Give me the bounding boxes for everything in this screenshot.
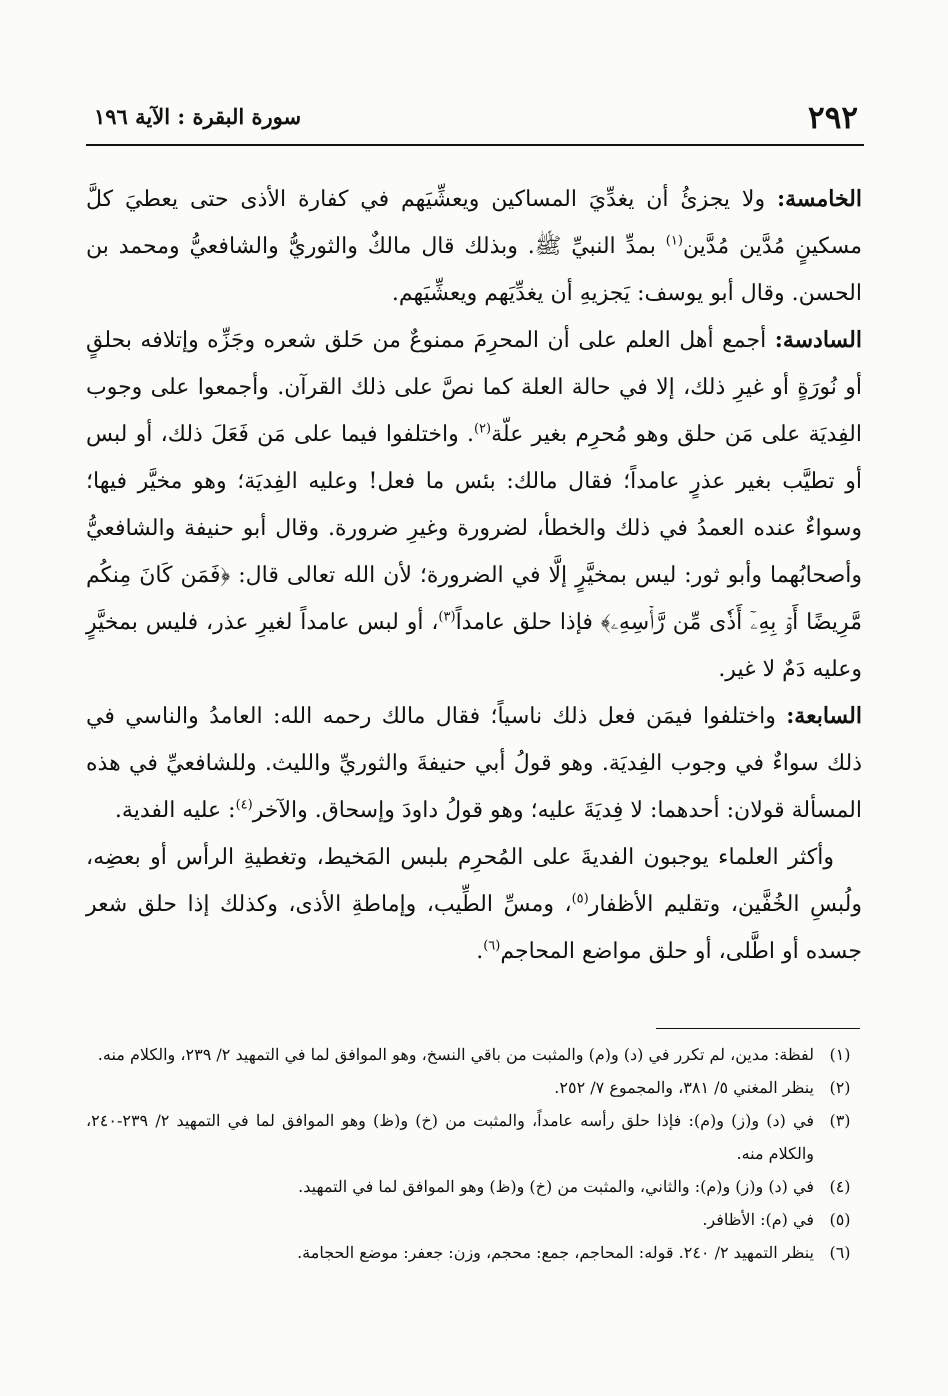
footnotes — [86, 1038, 858, 1269]
footnote-item — [86, 1104, 858, 1170]
footnote-text: لفظة: مدين، لم تكرر في (د) و(م) والمثبت من باقي النسخ، وهو الموافق لما في التمهيد ٢/ ٢٣٩، والكلام منه. — [97, 1045, 814, 1064]
paragraph-sixth — [86, 317, 862, 693]
footnote-text: في (م): الأظافر. — [702, 1210, 814, 1229]
paragraph-lead: السابعة: — [786, 703, 862, 729]
footnote-text: في (د) و(ز) و(م): فإذا حلق رأسه عامداً، والمثبت من (خ) و(ظ) وهو الموافق لما في التمهيد ٢/ ٢٣٩-٢٤٠، والكلام منه. — [86, 1111, 815, 1163]
footnote-ref: (٥) — [571, 891, 589, 907]
paragraph-text: بمدِّ النبيِّ ﷺ. وبذلك قال مالكٌ والثوريُّ والشافعيُّ ومحمد بن الحسن. وقال أبو يوسف: يَجزيهِ أن يغدِّيَهم ويعشِّيَهم. — [86, 234, 862, 306]
paragraph-text: واختلفوا فيمَن فعل ذلك ناسياً؛ فقال مالك رحمه الله: العامدُ والناسي في ذلك سواءٌ في وجوب الفِديَة. وهو قولُ أبي حنيفةَ والثوريِّ والليث. وللشافعيِّ في هذه المسألة قولان: أحدهما: لا فِديَةَ عليه؛ وهو قولُ داودَ وإسحاق. والآخر — [86, 704, 862, 823]
main-text — [86, 176, 862, 975]
page-header — [86, 94, 864, 146]
footnote-number: (٥) — [829, 1210, 851, 1229]
footnote-ref: (٣) — [438, 609, 456, 625]
paragraph-text: ولا يجزئُ أن يغدِّيَ المساكين ويعشِّيَهم في كفارة الأذى حتى يعطيَ كلَّ مسكينٍ مُدَّين مُدَّين — [86, 187, 862, 259]
footnote-item — [86, 1236, 858, 1269]
paragraph-lead: السادسة: — [774, 327, 862, 353]
footnote-ref: (٦) — [483, 938, 501, 954]
paragraph-text: . — [476, 939, 484, 964]
paragraph-text: فإذا حلق عامداً — [455, 610, 601, 635]
footnote-ref: (١) — [665, 233, 683, 249]
page-number: ٢٩٢ — [808, 100, 858, 136]
footnote-number: (٤) — [829, 1177, 851, 1196]
paragraph-fifth — [86, 176, 862, 317]
footnote-number: (٦) — [829, 1243, 851, 1262]
paragraph-closing — [86, 834, 862, 975]
running-title: سورة البقرة : الآية ١٩٦ — [94, 104, 302, 129]
footnote-number: (٣) — [829, 1111, 851, 1130]
quran-verse: ﴿فَمَن كَانَ مِنكُم مَّرِيضًا أَوۡ بِهِۦٓ أَذٗى مِّن رَّأۡسِهِۦ﴾ — [86, 563, 862, 635]
paragraph-text: ، ومسِّ الطِّيب، وإماطةِ الأذى، وكذلك إذا حلق شعر جسده أو اطَّلى، أو حلق مواضع المحاجم — [86, 892, 862, 964]
footnote-item — [86, 1203, 858, 1236]
footnote-number: (١) — [829, 1045, 851, 1064]
paragraph-text: : عليه الفدية. — [114, 798, 236, 823]
footnote-item — [86, 1170, 858, 1203]
paragraph-lead: الخامسة: — [776, 186, 862, 212]
footnote-item — [86, 1038, 858, 1071]
footnote-number: (٢) — [829, 1078, 851, 1097]
footnote-ref: (٢) — [473, 421, 492, 437]
paragraph-text: . واختلفوا فيما على مَن فَعَلَ ذلك، أو لبس أو تطيَّب بغير عذرٍ عامداً؛ فقال مالك: بئس ما فعل! وعليه الفِديَة؛ وهو مخيَّر فيها؛ وسواءٌ عنده العمدُ في ذلك والخطأ، لضرورة وغيرِ ضرورة. وقال أبو حنيفة والشافعيُّ وأصحابُهما وأبو ثور: ليس بمخيَّرٍ إلَّا في الضرورة؛ لأن الله تعالى قال: — [86, 422, 863, 588]
paragraph-text: أجمع أهل العلم على أن المحرِمَ ممنوعٌ من حَلق شعره وجَزِّه وإتلافه بحلقٍ أو نُورَةٍ أو غيرِ ذلك، إلا في حالة العلة كما نصَّ على ذلك القرآن. وأجمعوا على وجوب الفِديَة على مَن حلق وهو مُحرِم بغير علّة — [86, 328, 862, 447]
paragraph-text: ، أو لبس عامداً لغيرِ عذر، فليس بمخيَّرٍ وعليه دَمٌ لا غير. — [86, 610, 862, 682]
footnote-text: في (د) و(ز) و(م): والثاني، والمثبت من (خ) و(ظ) وهو الموافق لما في التمهيد. — [298, 1177, 814, 1196]
footnote-item — [86, 1071, 858, 1104]
paragraph-text: وأكثر العلماء يوجبون الفديةَ على المُحرِم بلبس المَخيط، وتغطيةِ الرأس أو بعضِه، ولُبسِ الخُفَّين، وتقليم الأظفار — [86, 845, 862, 917]
footnote-text: ينظر التمهيد ٢/ ٢٤٠. قوله: المحاجم، جمع: محجم، وزن: جعفر: موضع الحجامة. — [297, 1243, 814, 1262]
footnote-ref: (٤) — [235, 797, 253, 813]
footnote-divider — [656, 1028, 860, 1029]
paragraph-seventh — [86, 693, 862, 834]
footnote-text: ينظر المغني ٥/ ٣٨١، والمجموع ٧/ ٢٥٢. — [554, 1078, 814, 1097]
